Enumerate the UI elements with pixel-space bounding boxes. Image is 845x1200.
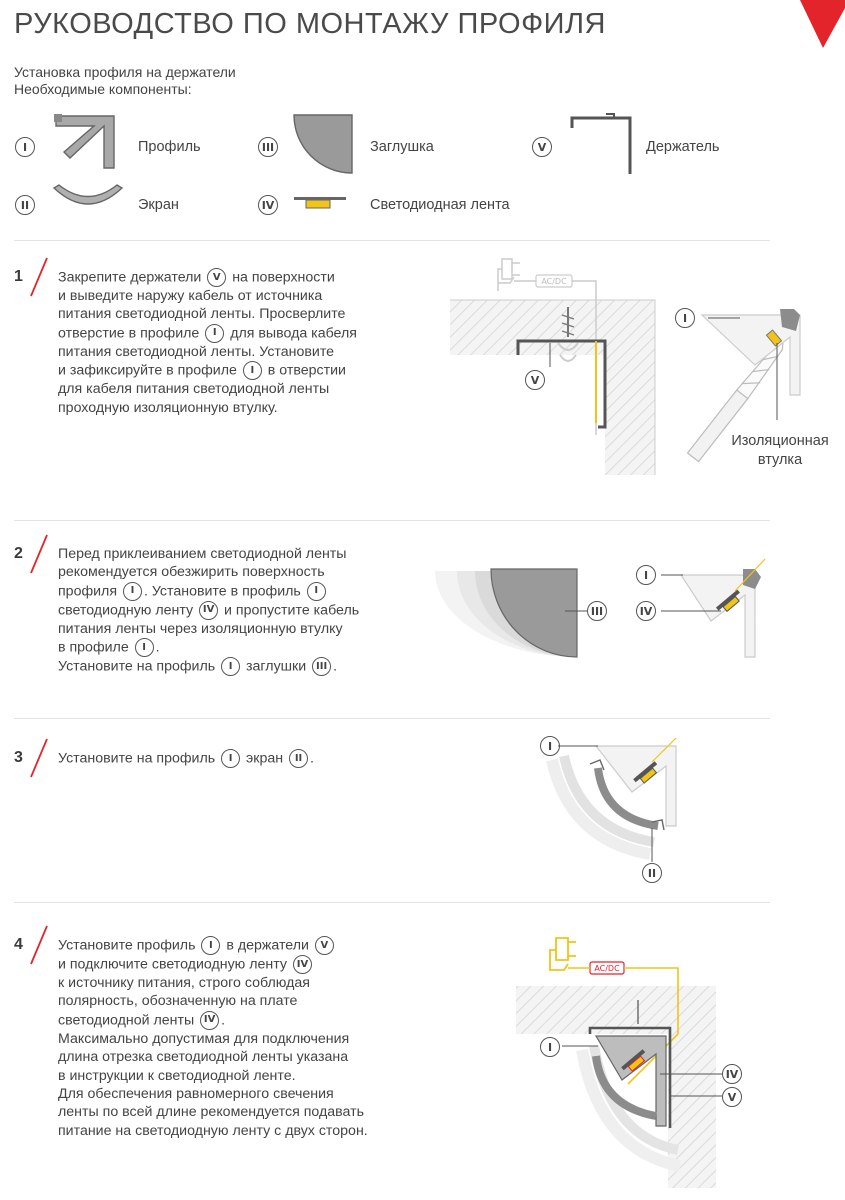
- text-line: [58, 601, 359, 620]
- acdc-label-1: AC/DC: [541, 277, 567, 286]
- text-fragment: Установите на профиль: [58, 658, 220, 675]
- component-ref-badge: V: [315, 936, 334, 955]
- text-fragment: профиля: [58, 583, 121, 600]
- text-fragment: в держатели: [222, 937, 313, 954]
- text-line: [58, 563, 359, 581]
- component-num-5: V: [532, 137, 552, 157]
- step-3-callout-i: I: [540, 736, 560, 756]
- component-ref-badge: II: [289, 749, 308, 768]
- red-slash-icon: [28, 533, 50, 575]
- bushing-label-line-1: Изоляционная: [731, 433, 829, 449]
- component-ref-badge: I: [307, 582, 326, 601]
- holder-icon: [568, 108, 634, 178]
- text-line: [58, 638, 359, 657]
- text-line: [58, 361, 357, 380]
- text-line: [58, 749, 314, 768]
- component-label-3: Заглушка: [370, 139, 434, 155]
- text-line: [58, 992, 368, 1010]
- text-fragment: отверстие в профиле: [58, 325, 204, 342]
- screen-icon: [50, 180, 126, 214]
- step-3-illustration: [540, 730, 700, 870]
- red-slash-icon: [28, 924, 50, 966]
- component-num-2: II: [15, 195, 35, 215]
- step-4-callout-iv: IV: [722, 1064, 742, 1084]
- intro-line-2: Необходимые компоненты:: [14, 81, 192, 97]
- text-line: [58, 1030, 368, 1048]
- text-line: [58, 399, 357, 417]
- text-fragment: заглушки: [242, 658, 311, 675]
- divider: [14, 240, 770, 241]
- text-fragment: в отверстии: [263, 362, 346, 379]
- component-ref-badge: I: [221, 749, 240, 768]
- text-line: [58, 974, 368, 992]
- text-fragment: полярность, обозначенную на плате: [58, 993, 298, 1010]
- step-4-callout-v: V: [722, 1087, 742, 1107]
- text-fragment: . Установите в профиль: [143, 583, 305, 600]
- component-ref-badge: I: [135, 638, 154, 657]
- text-fragment: и пропустите кабель: [220, 602, 360, 619]
- text-line: [58, 380, 357, 398]
- text-fragment: Установите на профиль: [58, 750, 220, 767]
- text-line: [58, 1085, 368, 1103]
- text-line: [58, 1048, 368, 1066]
- component-ref-badge: IV: [293, 955, 312, 974]
- component-label-4: Светодиодная лента: [370, 197, 510, 213]
- component-num-4: IV: [258, 195, 278, 215]
- text-line: [58, 287, 357, 305]
- text-fragment: .: [155, 639, 160, 656]
- step-1-callout-v: V: [525, 370, 545, 390]
- component-label-5: Держатель: [646, 139, 720, 155]
- text-line: [58, 955, 368, 974]
- step-3-text: [58, 749, 314, 768]
- component-ref-badge: I: [201, 936, 220, 955]
- step-2-number: 2: [14, 545, 23, 562]
- text-fragment: Перед приклеиванием светодиодной ленты: [58, 546, 347, 562]
- step-2-text: [58, 545, 359, 676]
- text-fragment: и подключите светодиодную ленту: [58, 956, 291, 973]
- text-fragment: проходную изоляционную втулку.: [58, 399, 278, 416]
- divider: [14, 718, 770, 719]
- step-4-number: 4: [14, 936, 23, 953]
- text-fragment: для кабеля питания светодиодной ленты: [58, 381, 330, 398]
- text-line: [58, 1067, 368, 1085]
- component-ref-badge: I: [123, 582, 142, 601]
- text-fragment: длина отрезка светодиодной ленты указана: [58, 1049, 349, 1066]
- text-fragment: и зафиксируйте в профиле: [58, 362, 241, 379]
- step-4-illustration: [510, 930, 760, 1190]
- component-label-1: Профиль: [138, 139, 201, 155]
- bushing-label-line-2: втулка: [757, 452, 803, 468]
- text-fragment: и выведите наружу кабель от источника: [58, 288, 323, 304]
- text-fragment: Закрепите держатели: [58, 269, 206, 286]
- text-fragment: для вывода кабеля: [226, 325, 357, 342]
- text-fragment: .: [333, 658, 338, 675]
- step-2-callout-iv: IV: [636, 601, 656, 621]
- step-2-callout-iii: III: [587, 601, 607, 621]
- component-ref-badge: IV: [199, 601, 218, 620]
- text-fragment: в профиле: [58, 639, 133, 656]
- text-fragment: Для обеспечения равномерного свечения: [58, 1086, 334, 1103]
- step-3-number: 3: [14, 749, 23, 766]
- text-line: [58, 324, 357, 343]
- text-fragment: на поверхности: [228, 269, 335, 286]
- text-line: [58, 620, 359, 638]
- led-strip-icon: [292, 195, 348, 211]
- text-fragment: Максимально допустимая для подключения: [58, 1030, 350, 1047]
- step-1-callout-i: I: [675, 308, 695, 328]
- text-line: [58, 936, 368, 955]
- text-fragment: светодиодной ленты: [58, 1012, 199, 1029]
- text-line: [58, 305, 357, 323]
- text-fragment: экран: [242, 750, 288, 767]
- profile-icon: [50, 112, 122, 172]
- text-fragment: в инструкции к светодиодной ленте.: [58, 1067, 296, 1084]
- component-ref-badge: III: [312, 657, 331, 676]
- component-label-2: Экран: [138, 197, 179, 213]
- step-3-callout-ii: II: [642, 863, 662, 883]
- text-line: [58, 582, 359, 601]
- text-fragment: .: [221, 1012, 226, 1029]
- step-1-text: [58, 268, 357, 417]
- brand-corner-mark: [755, 0, 845, 50]
- text-fragment: светодиодную ленту: [58, 602, 198, 619]
- text-line: [58, 1103, 368, 1121]
- component-ref-badge: I: [205, 324, 224, 343]
- text-line: [58, 545, 359, 563]
- component-num-3: III: [258, 137, 278, 157]
- divider: [14, 520, 770, 521]
- component-num-1: I: [15, 137, 35, 157]
- component-ref-badge: I: [243, 361, 262, 380]
- intro-line-1: Установка профиля на держатели: [14, 64, 236, 80]
- text-fragment: к источнику питания, строго соблюдая: [58, 975, 310, 991]
- text-line: [58, 657, 359, 676]
- step-2-callout-i: I: [636, 565, 656, 585]
- text-fragment: рекомендуется обезжирить поверхность: [58, 564, 325, 581]
- end-cap-icon: [292, 113, 354, 175]
- step-4-text: [58, 936, 368, 1140]
- component-ref-badge: I: [221, 657, 240, 676]
- bushing-label: [718, 432, 842, 470]
- text-fragment: Установите профиль: [58, 937, 200, 954]
- step-1-number: 1: [14, 268, 23, 285]
- text-line: [58, 343, 357, 361]
- component-ref-badge: IV: [200, 1011, 219, 1030]
- text-fragment: питание на светодиодную ленту с двух сторон.: [58, 1122, 368, 1139]
- acdc-label-2: AC/DC: [594, 964, 620, 973]
- red-slash-icon: [28, 256, 50, 298]
- text-fragment: ленты по всей длине рекомендуется подавать: [58, 1104, 365, 1121]
- component-ref-badge: V: [207, 268, 226, 287]
- text-line: [58, 1122, 368, 1140]
- text-fragment: питания светодиодной ленты. Просверлите: [58, 306, 346, 323]
- text-fragment: питания ленты через изоляционную втулку: [58, 620, 343, 637]
- text-line: [58, 268, 357, 287]
- text-fragment: .: [310, 750, 314, 767]
- text-line: [58, 1011, 368, 1030]
- step-2-illustration: [425, 555, 845, 675]
- divider: [14, 902, 770, 903]
- red-slash-icon: [28, 737, 50, 779]
- text-fragment: питания светодиодной ленты. Установите: [58, 343, 335, 360]
- page-title: РУКОВОДСТВО ПО МОНТАЖУ ПРОФИЛЯ: [14, 8, 606, 40]
- step-4-callout-i: I: [540, 1037, 560, 1057]
